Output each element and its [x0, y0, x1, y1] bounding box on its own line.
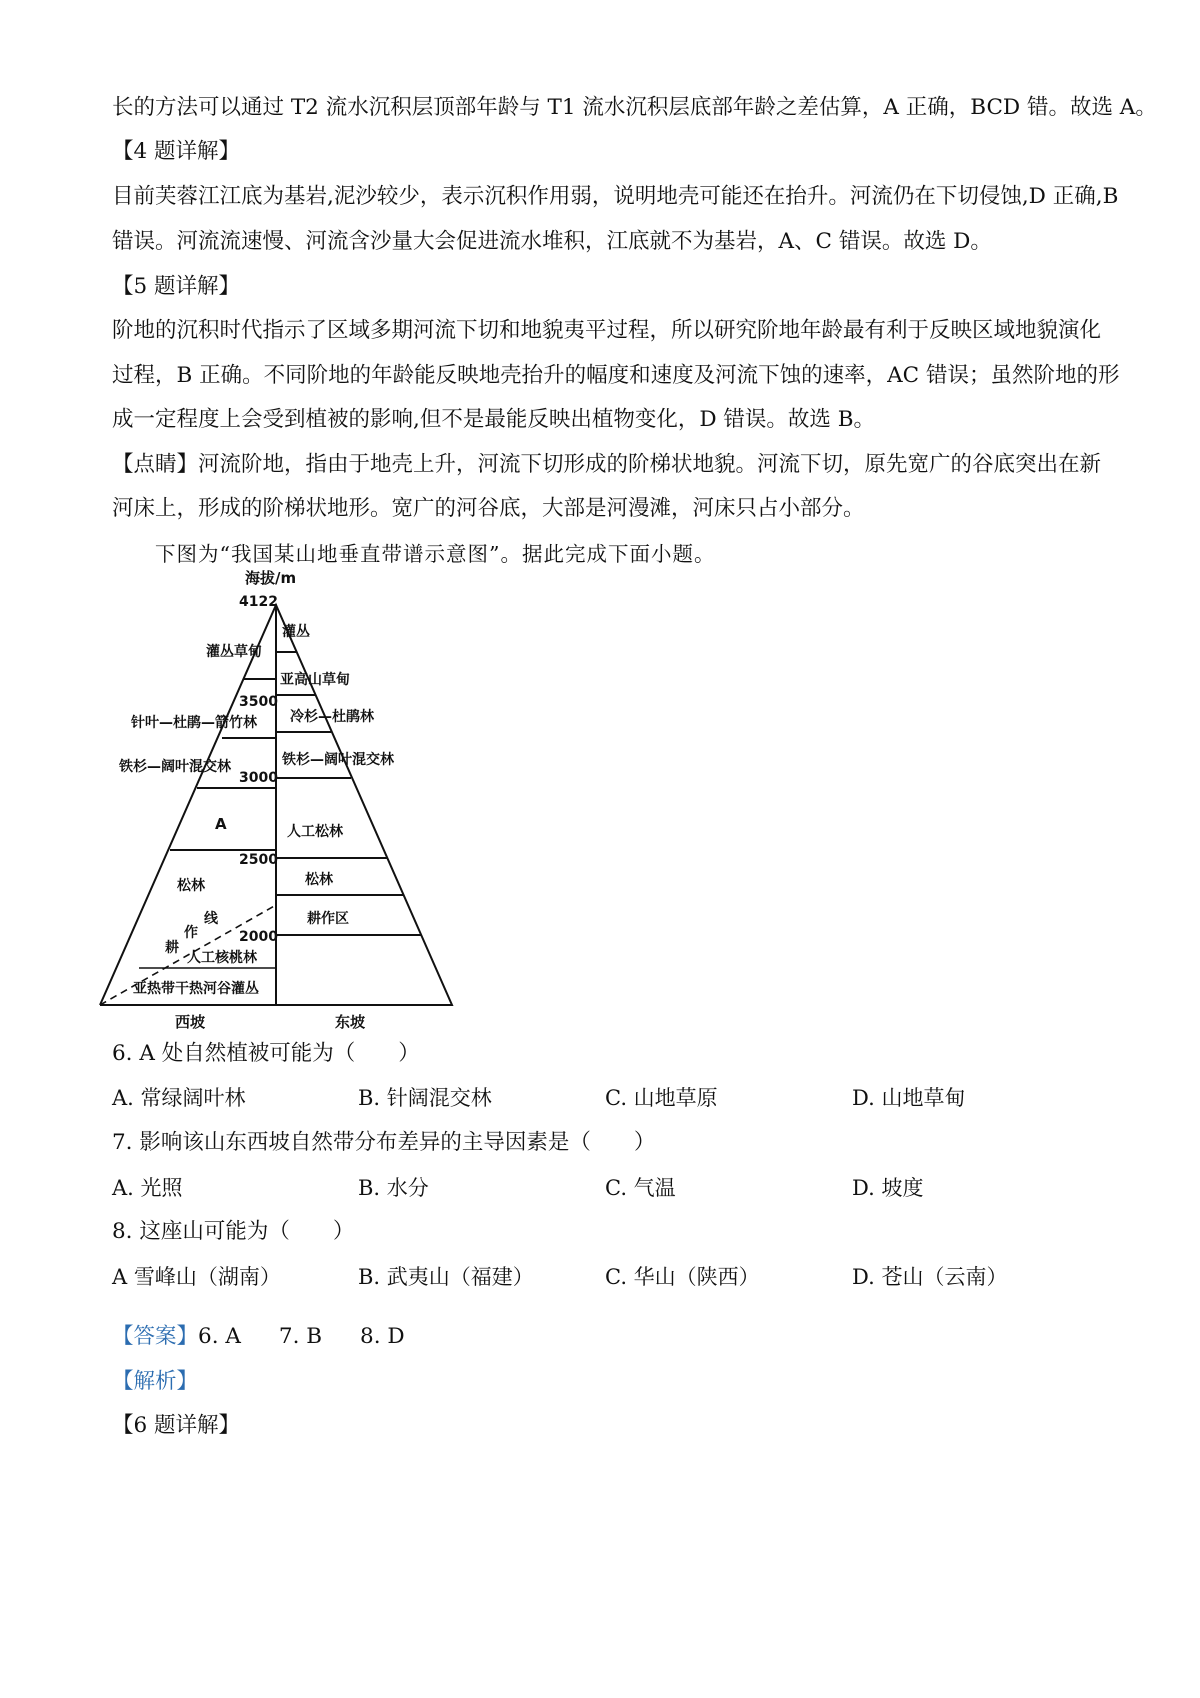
heading-q5-detail: 【5 题详解】: [112, 274, 241, 299]
elevation-4122: 4122: [239, 594, 278, 610]
q6-option-b: B. 针阔混交林: [358, 1086, 492, 1110]
answer-label: 【答案】: [112, 1324, 199, 1349]
answer-8: 8. D: [360, 1324, 405, 1349]
paragraph-q5-line2: 过程，B 正确。不同阶地的年龄能反映地壳抬升的幅度和速度及河流下蚀的速率，AC 错误；虽然阶地的形: [112, 363, 1120, 388]
q8-option-b: B. 武夷山（福建）: [358, 1265, 534, 1289]
elevation-3000: 3000: [239, 770, 278, 786]
elevation-2500: 2500: [239, 852, 278, 868]
tip-line1: 【点睛】河流阶地，指由于地壳上升，河流下切形成的阶梯状地貌。河流下切，原先宽广的谷底突出在新: [112, 452, 1102, 477]
west-zone-artificial-walnut: 人工核桃林: [187, 950, 257, 966]
q8-option-c: C. 华山（陕西）: [605, 1265, 760, 1289]
question-8-stem: 8. 这座山可能为（ ）: [112, 1219, 355, 1244]
paragraph-q5-line1: 阶地的沉积时代指示了区域多期河流下切和地貌夷平过程，所以研究阶地年龄最有利于反映区域地貌演化: [112, 318, 1102, 343]
west-zone-dry-hot-valley-shrub: 亚热带干热河谷灌丛: [133, 981, 259, 997]
east-slope-label: 东坡: [335, 1013, 366, 1031]
paragraph-q5-line3: 成一定程度上会受到植被的影响,但不是最能反映出植物变化，D 错误。故选 B。: [112, 407, 876, 432]
west-zone-conifer-rhodo-bamboo: 针叶—杜鹃—箭竹林: [131, 715, 257, 731]
paragraph-q3-end: 长的方法可以通过 T2 流水沉积层顶部年龄与 T1 流水沉积层底部年龄之差估算，A 正确，BCD 错。故选 A。: [112, 95, 1157, 120]
west-zone-A: A: [215, 815, 227, 833]
question-6-stem: 6. A 处自然植被可能为（ ）: [112, 1041, 420, 1066]
q8-option-d: D. 苍山（云南）: [852, 1265, 1008, 1289]
east-zone-hemlock-broadleaf: 铁杉—阔叶混交林: [282, 752, 394, 768]
vertical-zonation-diagram: [95, 560, 515, 1040]
elevation-2000: 2000: [239, 929, 278, 945]
q6-option-c: C. 山地草原: [605, 1086, 718, 1110]
analysis-label: 【解析】: [112, 1369, 199, 1394]
cultivation-line-char-2: 作: [184, 925, 198, 941]
east-zone-shrub: 灌丛: [282, 624, 310, 640]
answer-6: 6. A: [198, 1324, 241, 1349]
heading-q6-detail: 【6 题详解】: [112, 1413, 241, 1438]
east-zone-artificial-pine: 人工松林: [287, 824, 343, 840]
q7-option-d: D. 坡度: [852, 1176, 924, 1200]
east-zone-fir-rhodo: 冷杉—杜鹃林: [290, 709, 374, 725]
cultivation-line-char-3: 线: [204, 911, 218, 927]
east-zone-pine: 松林: [305, 872, 333, 888]
q7-option-a: A. 光照: [112, 1176, 183, 1200]
west-slope-label: 西坡: [175, 1013, 206, 1031]
east-zone-cultivation: 耕作区: [307, 911, 349, 927]
west-zone-pine: 松林: [177, 878, 205, 894]
q7-option-c: C. 气温: [605, 1176, 676, 1200]
west-zone-hemlock-broadleaf: 铁杉—阔叶混交林: [119, 759, 231, 775]
answer-7: 7. B: [278, 1324, 323, 1349]
y-axis-label: 海拔/m: [245, 569, 297, 587]
q6-option-a: A. 常绿阔叶林: [112, 1086, 246, 1110]
heading-q4-detail: 【4 题详解】: [112, 139, 241, 164]
question-7-stem: 7. 影响该山东西坡自然带分布差异的主导因素是（ ）: [112, 1130, 656, 1155]
answer-line: [112, 1322, 1102, 1352]
q8-option-a: A 雪峰山（湖南）: [112, 1265, 281, 1289]
west-zone-shrub-meadow: 灌丛草甸: [206, 644, 262, 660]
elevation-3500: 3500: [239, 694, 278, 710]
east-zone-subalpine-meadow: 亚高山草甸: [280, 672, 350, 688]
cultivation-line-char-1: 耕: [165, 940, 179, 956]
figure-intro: 下图为“我国某山地垂直带谱示意图”。据此完成下面小题。: [155, 542, 716, 566]
paragraph-q4-line1: 目前芙蓉江江底为基岩,泥沙较少，表示沉积作用弱，说明地壳可能还在抬升。河流仍在下切侵蚀,D 正确,B: [112, 184, 1119, 209]
paragraph-q4-line2: 错误。河流流速慢、河流含沙量大会促进流水堆积，江底就不为基岩，A、C 错误。故选 D。: [112, 229, 992, 254]
tip-line2: 河床上，形成的阶梯状地形。宽广的河谷底，大部是河漫滩，河床只占小部分。: [112, 496, 865, 521]
q6-option-d: D. 山地草甸: [852, 1086, 966, 1110]
q7-option-b: B. 水分: [358, 1176, 429, 1200]
